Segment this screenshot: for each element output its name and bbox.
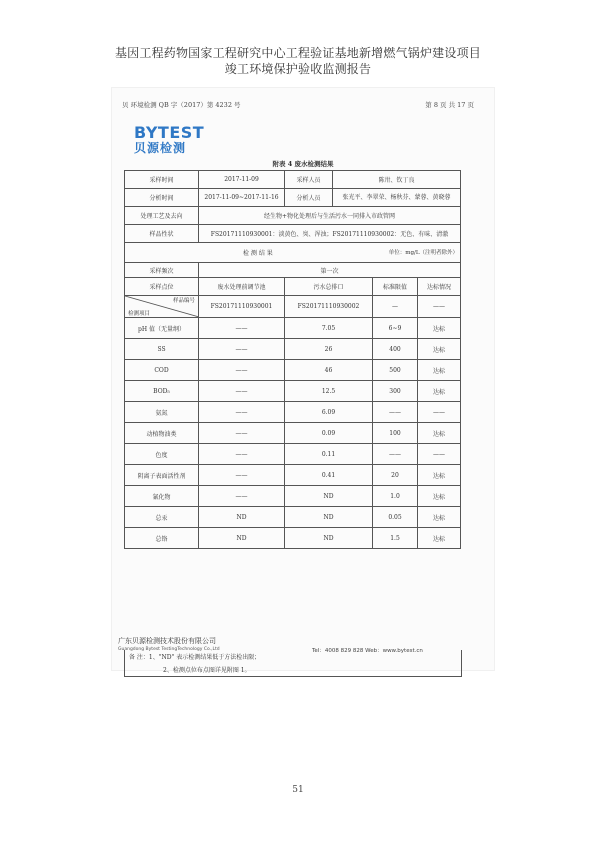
analyst-label: 分析人员 xyxy=(285,189,333,207)
page-number: 51 xyxy=(292,785,304,795)
unit-note: 单位：mg/L（注明者除外） xyxy=(388,250,458,256)
result-item: 氨氮 xyxy=(125,402,199,423)
result-inlet: —— xyxy=(199,381,285,402)
notes-box xyxy=(124,650,462,677)
note-line-1: 备 注：1、"ND" 表示检测结果低于方法检出限； xyxy=(129,654,261,661)
result-item: SS xyxy=(125,339,199,360)
footer-contact: Tel：4008 829 828 Web：www.bytest.cn xyxy=(312,648,423,654)
logo-text-b: Y xyxy=(145,123,158,142)
result-inlet: —— xyxy=(199,318,285,339)
footer-company-name: 广东贝源检测技术股份有限公司 xyxy=(118,637,216,645)
result-outlet: ND xyxy=(285,507,373,528)
table-row xyxy=(125,278,461,296)
result-outlet: ND xyxy=(285,528,373,549)
result-standard: 500 xyxy=(373,360,418,381)
col-point: 采样点位 xyxy=(125,278,199,296)
bytest-logo xyxy=(134,125,204,155)
result-standard: —— xyxy=(373,402,418,423)
sampling-time-value: 2017-11-09 xyxy=(199,171,285,189)
table-row xyxy=(125,360,461,381)
document-title-line1: 基因工程药物国家工程研究中心工程验证基地新增燃气锅炉建设项目 xyxy=(114,46,481,60)
table-row xyxy=(125,423,461,444)
result-item: 总汞 xyxy=(125,507,199,528)
result-item: COD xyxy=(125,360,199,381)
results-header-cell xyxy=(125,243,461,263)
process-value: 经生物+物化处理后与生活污水一同排入市政管网 xyxy=(199,207,461,225)
table-row xyxy=(125,381,461,402)
result-compliance: 达标 xyxy=(418,339,461,360)
result-compliance: 达标 xyxy=(418,465,461,486)
result-item: 阴离子表面活性剂 xyxy=(125,465,199,486)
sample-id-outlet: FS20171110930002 xyxy=(285,296,373,318)
result-standard: 1.5 xyxy=(373,528,418,549)
table-row xyxy=(125,207,461,225)
result-outlet: 46 xyxy=(285,360,373,381)
results-header: 检 测 结 果 xyxy=(243,250,273,257)
result-standard: 6~9 xyxy=(373,318,418,339)
result-rows xyxy=(125,318,461,549)
table-row xyxy=(125,402,461,423)
result-inlet: —— xyxy=(199,360,285,381)
result-standard: —— xyxy=(373,444,418,465)
sample-id-standard: — xyxy=(373,296,418,318)
result-compliance: 达标 xyxy=(418,360,461,381)
wastewater-results-table xyxy=(124,170,461,549)
diagonal-top-label: 样品编号 xyxy=(172,298,195,304)
result-inlet: ND xyxy=(199,528,285,549)
table-row xyxy=(125,296,461,318)
sample-id-compliance: —— xyxy=(418,296,461,318)
table-row xyxy=(125,444,461,465)
frequency-value: 第一次 xyxy=(199,263,461,278)
table-row xyxy=(125,189,461,207)
result-outlet: 26 xyxy=(285,339,373,360)
document-title-line2: 竣工环境保护验收监测报告 xyxy=(224,62,372,76)
result-compliance: 达标 xyxy=(418,423,461,444)
sampler-value: 陈卅、钦丁良 xyxy=(333,171,461,189)
table-row xyxy=(125,507,461,528)
diagonal-bottom-label: 检测项目 xyxy=(128,311,151,317)
sample-id-inlet: FS20171110930001 xyxy=(199,296,285,318)
report-number: 贝 环境检测 QB 字（2017）第 4232 号 xyxy=(122,101,241,109)
sampling-time-label: 采样时间 xyxy=(125,171,199,189)
table-row xyxy=(125,528,461,549)
result-inlet: —— xyxy=(199,339,285,360)
analysis-time-label: 分析时间 xyxy=(125,189,199,207)
result-compliance: 达标 xyxy=(418,318,461,339)
table-row xyxy=(125,465,461,486)
result-inlet: —— xyxy=(199,423,285,444)
note-line-2: 2、检测点位布点图详见附图 1。 xyxy=(163,667,251,674)
sample-state-label: 样品性状 xyxy=(125,225,199,243)
result-item: 色度 xyxy=(125,444,199,465)
logo-text-c: TEST xyxy=(157,123,205,142)
sampler-label: 采样人员 xyxy=(285,171,333,189)
result-compliance: —— xyxy=(418,402,461,423)
result-standard: 0.05 xyxy=(373,507,418,528)
table-row xyxy=(125,263,461,278)
result-standard: 300 xyxy=(373,381,418,402)
result-standard: 100 xyxy=(373,423,418,444)
report-page-info: 第 8 页 共 17 页 xyxy=(425,101,474,109)
logo-text-a: B xyxy=(134,123,146,142)
sample-state-value: FS20171110930001：淡黄色、臭、浑浊；FS20171110930002：无色、有味、清澈 xyxy=(199,225,461,243)
result-item: pH 值（无量纲） xyxy=(125,318,199,339)
result-outlet: 7.05 xyxy=(285,318,373,339)
result-item: 总铬 xyxy=(125,528,199,549)
result-inlet: ND xyxy=(199,507,285,528)
result-compliance: 达标 xyxy=(418,486,461,507)
result-inlet: —— xyxy=(199,465,285,486)
result-item: 动植物油类 xyxy=(125,423,199,444)
result-standard: 20 xyxy=(373,465,418,486)
table-row xyxy=(125,339,461,360)
result-outlet: 12.5 xyxy=(285,381,373,402)
result-inlet: —— xyxy=(199,402,285,423)
table-row xyxy=(125,225,461,243)
footer-company-english: Guangdong Bytest TestingTechnology Co.,Ltd xyxy=(118,647,220,652)
table-row xyxy=(125,171,461,189)
col-inlet: 废水处理前调节池 xyxy=(199,278,285,296)
col-outlet: 污水总排口 xyxy=(285,278,373,296)
col-compliance: 达标情况 xyxy=(418,278,461,296)
result-standard: 1.0 xyxy=(373,486,418,507)
scanned-report-page xyxy=(112,88,494,674)
result-compliance: 达标 xyxy=(418,507,461,528)
result-compliance: 达标 xyxy=(418,528,461,549)
result-outlet: 6.09 xyxy=(285,402,373,423)
result-compliance: —— xyxy=(418,444,461,465)
table-row xyxy=(125,318,461,339)
frequency-label: 采样频次 xyxy=(125,263,199,278)
result-standard: 400 xyxy=(373,339,418,360)
result-item: 氰化物 xyxy=(125,486,199,507)
diagonal-header xyxy=(125,296,199,318)
table-row xyxy=(125,486,461,507)
analysis-time-value: 2017-11-09~2017-11-16 xyxy=(199,189,285,207)
process-label: 处理工艺及去向 xyxy=(125,207,199,225)
result-inlet: —— xyxy=(199,444,285,465)
result-outlet: 0.41 xyxy=(285,465,373,486)
result-outlet: 0.09 xyxy=(285,423,373,444)
table-row xyxy=(125,243,461,263)
result-outlet: 0.11 xyxy=(285,444,373,465)
result-compliance: 达标 xyxy=(418,381,461,402)
col-standard: 标准限值 xyxy=(373,278,418,296)
result-outlet: ND xyxy=(285,486,373,507)
logo-subtitle: 贝源检测 xyxy=(134,141,187,155)
analyst-value: 张光平、李翠荣、杨秋芬、蒙蓉、黄晓蓉 xyxy=(333,189,461,207)
result-item: BOD₅ xyxy=(125,381,199,402)
table-caption: 附表 4 废水检测结果 xyxy=(272,160,334,168)
result-inlet: —— xyxy=(199,486,285,507)
